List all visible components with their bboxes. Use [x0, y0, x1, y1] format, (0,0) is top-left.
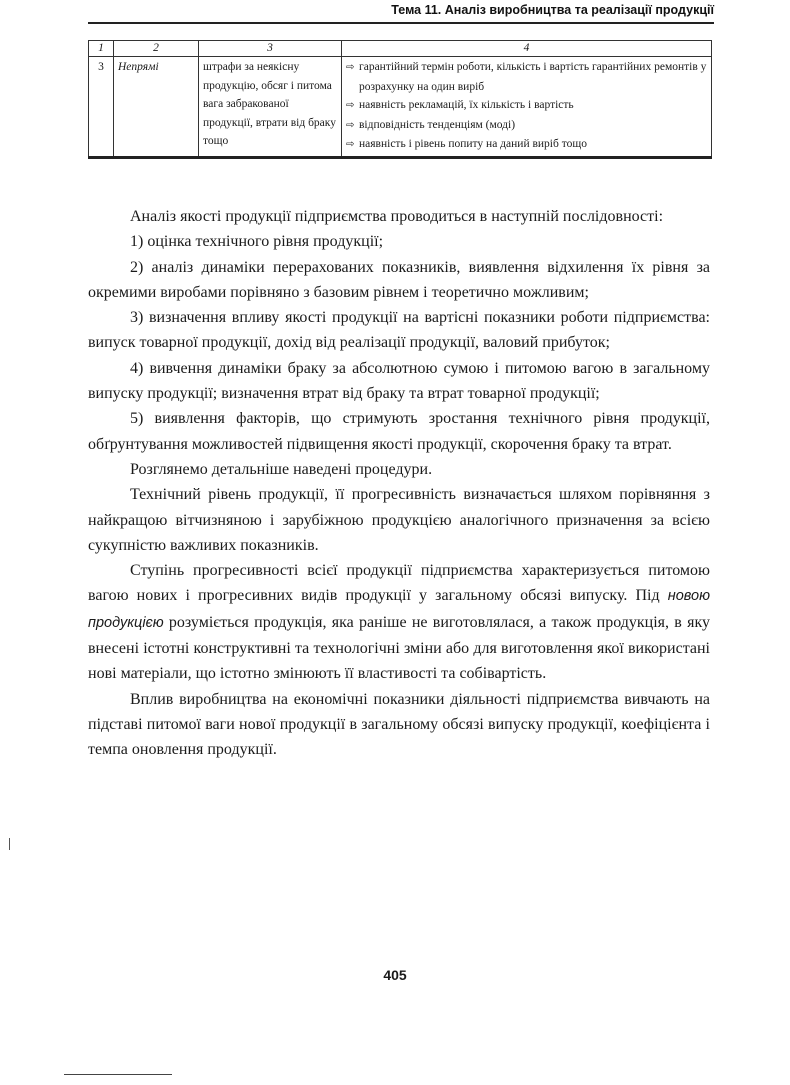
paragraph: Аналіз якості продукції підприємства проводиться в наступній послідовності: [130, 208, 664, 225]
paragraph: Розглянемо детальніше наведені процедури. [130, 460, 433, 478]
body-text [88, 204, 710, 763]
table-row [89, 57, 712, 158]
detail-item: ⇨ наявність і рівень попиту на даний виріб тощо [346, 135, 707, 155]
row-indicators: штрафи за неякісну продукцію, обсяг і питома вага забракованої продукції, втрати від браку тощо [199, 57, 342, 158]
column-header-1: 1 [89, 41, 114, 57]
detail-item: ⇨ відповідність тенденціям (моді) [346, 116, 707, 136]
list-item: 3) визначення впливу якості продукції на вартісні показники роботи підприємства: випуск товарної продукції, дохід від реалізації продукції, валовий прибуток; [88, 309, 710, 352]
list-item: 5) виявлення факторів, що стримують зростання технічного рівня продукції, обґрунтування можливостей підвищення якості продукції, скорочення браку та втрат. [88, 410, 710, 453]
paragraph: Технічний рівень продукції, її прогресивність визначається шляхом порівняння з найкращою вітчизняною і зарубіжною продукцією аналогічного призначення за всією сукупністю важливих показників. [88, 486, 710, 554]
defined-term: новою продукцією [88, 588, 710, 631]
row-number: 3 [89, 57, 114, 158]
page-number: 405 [383, 967, 407, 983]
paragraph: Ступінь прогресивності всієї продукції підприємства характеризується питомою вагою нових і прогресивних видів продукції у загальному обсязі випуску. Під новою продукцією розуміється продукція, яка раніше не виготовлялася, а також продукція, в яку внесені істотні конструктивні та технологічні зміни або для виготовлення якої використані нові матеріали, що істотно змінюють її властивості та собівартість. [88, 562, 710, 683]
table-header-row [89, 41, 712, 57]
list-item: 1) оцінка технічного рівня продукції; [130, 233, 384, 251]
column-header-2: 2 [114, 41, 199, 57]
arrow-right-icon: ⇨ [346, 119, 355, 131]
column-header-4: 4 [342, 41, 712, 57]
paragraph: Вплив виробництва на економічні показники діяльності підприємства вивчають на підставі питомої ваги нової продукції в загальному обсязі випуску продукції, коефіцієнта і темпа оновлення продукції. [88, 690, 710, 759]
row-category: Непрямі [114, 57, 199, 158]
arrow-right-icon: ⇨ [346, 139, 355, 150]
list-item: 4) вивчення динаміки браку за абсолютною сумою і питомою вагою в загальному випуску продукції; визначення втрат від браку та втрат товарної продукції; [88, 359, 710, 403]
arrow-right-icon: ⇨ [346, 100, 355, 111]
running-header-title: Тема 11. Аналіз виробництва та реалізації продукції [391, 3, 714, 17]
quality-indicators-table [88, 40, 712, 159]
running-header [88, 0, 714, 24]
row-details [342, 57, 712, 158]
arrow-right-icon: ⇨ [346, 62, 355, 73]
detail-item: ⇨ гарантійний термін роботи, кількість і вартість гарантійних ремонтів у розрахунку на один виріб [346, 61, 707, 93]
detail-item: ⇨ наявність рекламацій, їх кількість і вартість [346, 96, 707, 116]
list-item: 2) аналіз динаміки перерахованих показників, виявлення відхилення їх рівня за окремими виробами порівняно з базовим рівнем і теоретично можливим; [88, 258, 710, 301]
footer-rule [64, 1074, 172, 1075]
column-header-3: 3 [199, 41, 342, 57]
margin-mark [9, 838, 10, 850]
